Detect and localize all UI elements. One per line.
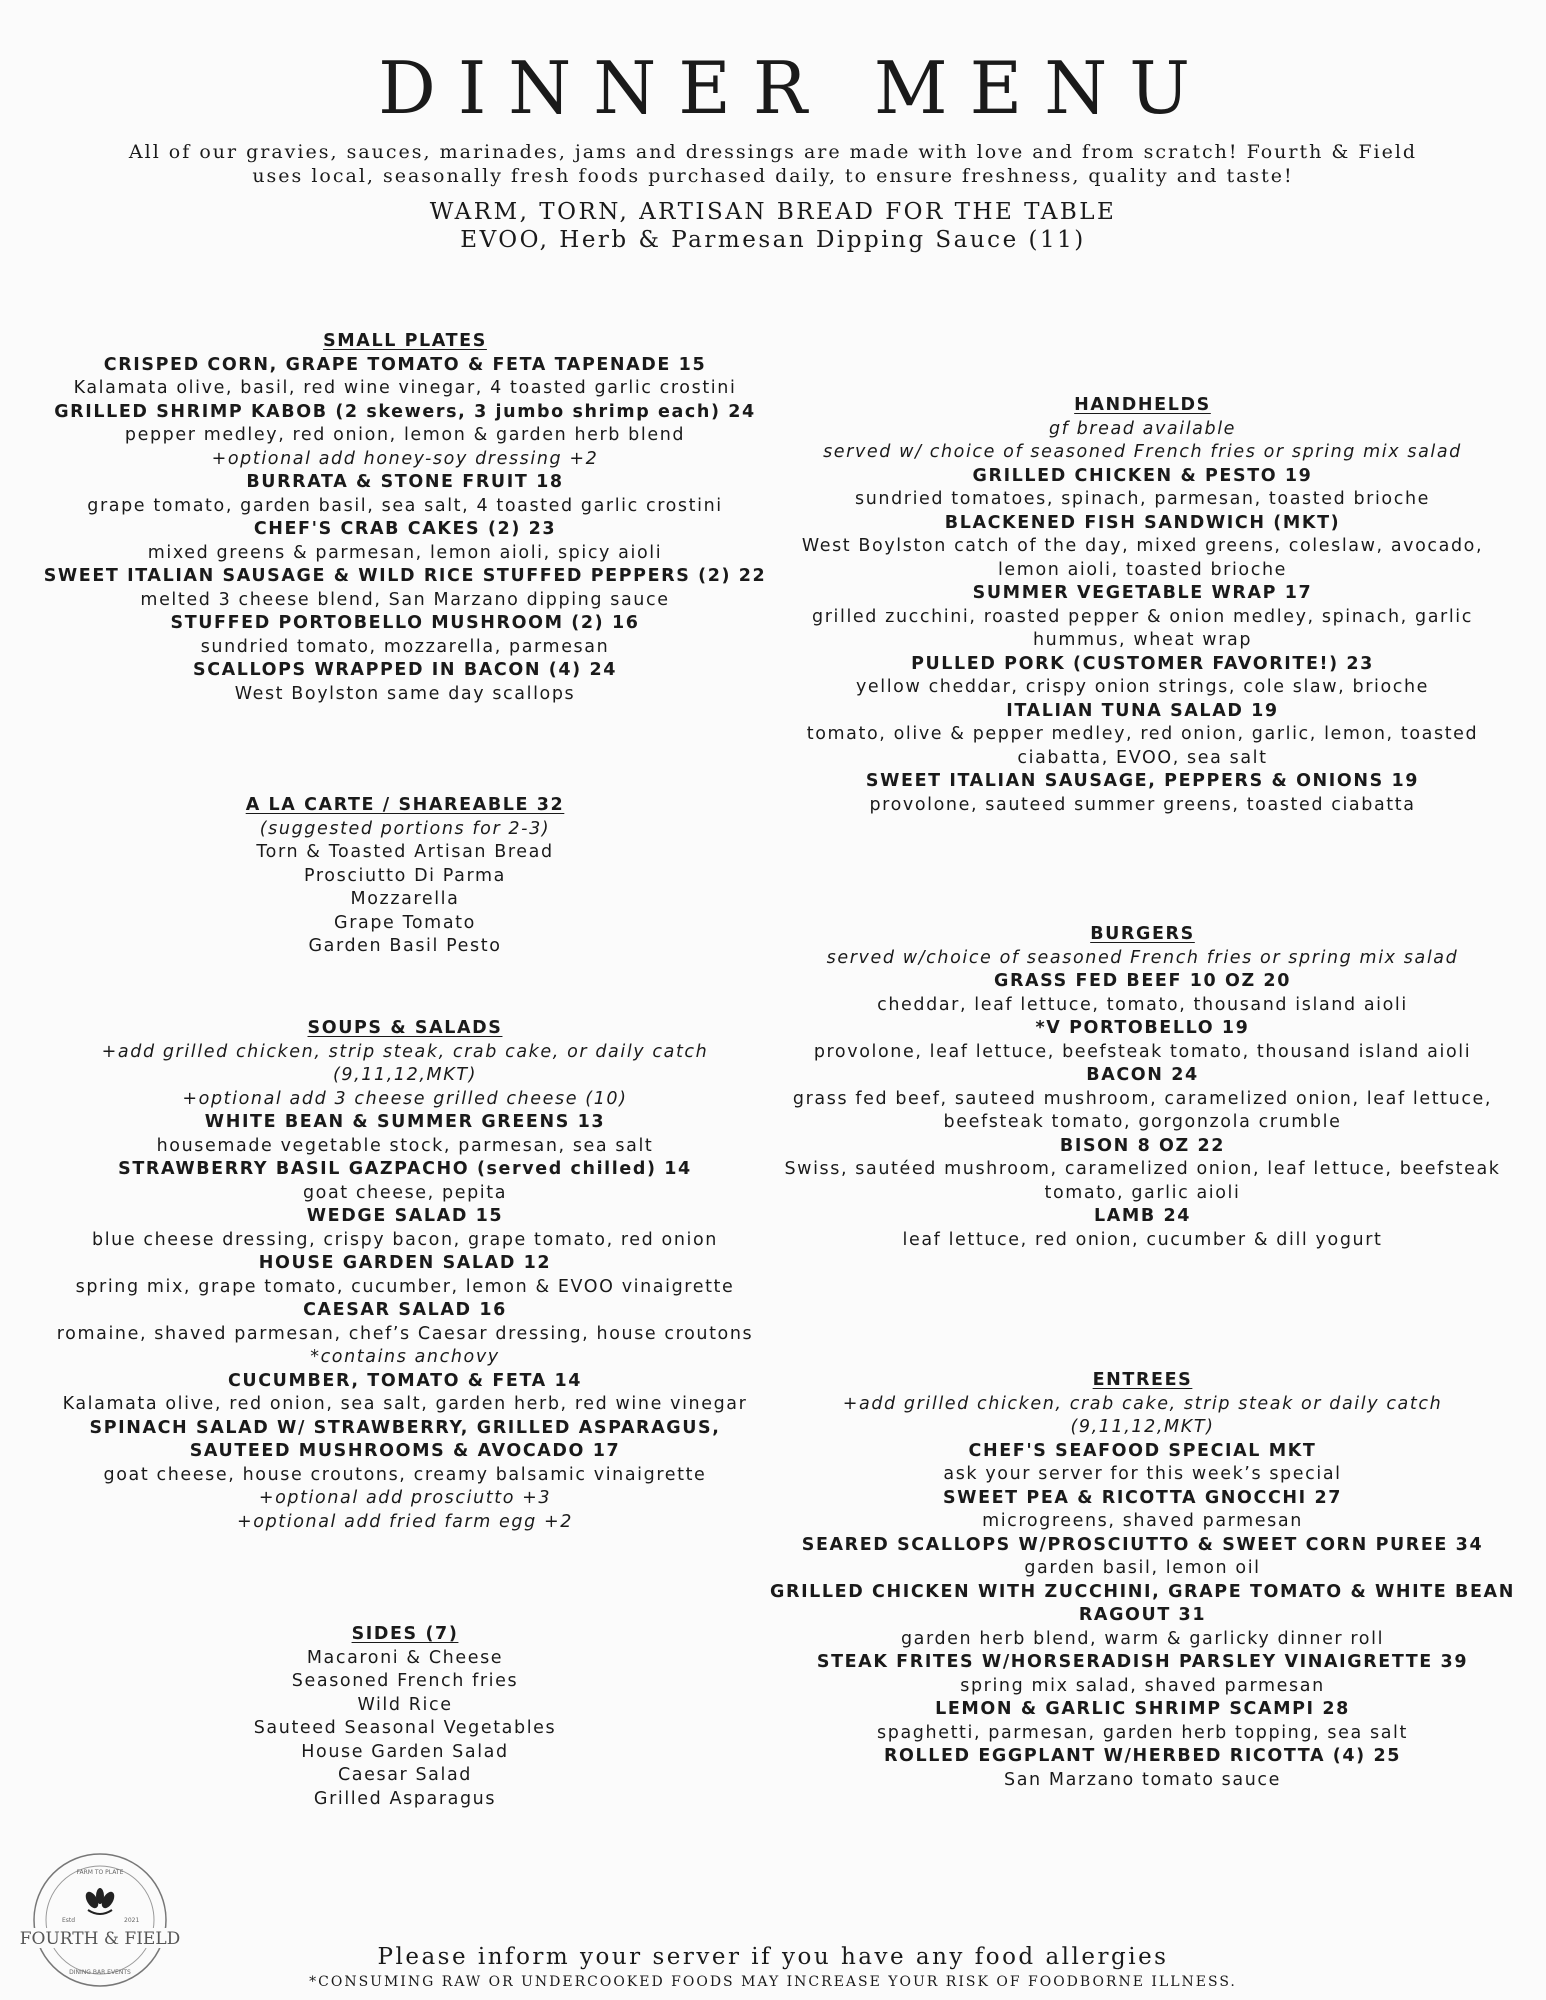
- menu-item-name: GRILLED CHICKEN WITH ZUCCHINI, GRAPE TOMATO & WHITE BEAN RAGOUT 31: [770, 1581, 1515, 1625]
- soups-salads-section: [40, 1017, 770, 1534]
- menu-item-name: HOUSE GARDEN SALAD 12: [258, 1253, 552, 1273]
- menu-item-description: sundried tomato, mozzarella, parmesan: [200, 636, 610, 657]
- menu-item-description: mixed greens & parmesan, lemon aioli, spicy aioli: [147, 542, 663, 563]
- menu-title: DINNER MENU: [378, 46, 1212, 130]
- menu-item-description: romaine, shaved parmesan, chef’s Caesar dressing, house croutons: [56, 1323, 754, 1344]
- a-la-carte-section: [40, 794, 770, 959]
- menu-item-description: cheddar, leaf lettuce, tomato, thousand island aioli: [877, 994, 1408, 1015]
- menu-item-name: GRILLED CHICKEN & PESTO 19: [972, 465, 1313, 486]
- menu-item-description: garden basil, lemon oil: [1024, 1558, 1261, 1578]
- menu-item-name: WEDGE SALAD 15: [306, 1206, 504, 1226]
- menu-item-description: West Boylston catch of the day, mixed greens, coleslaw, avocado, lemon aioli, toasted brioche: [801, 536, 1484, 580]
- menu-item-name: SUMMER VEGETABLE WRAP 17: [972, 583, 1313, 603]
- menu-item-description: San Marzano tomato sauce: [1004, 1769, 1281, 1790]
- menu-item-name: SWEET PEA & RICOTTA GNOCCHI 27: [942, 1487, 1343, 1508]
- menu-item-description: Seasoned French fries: [291, 1671, 519, 1691]
- section-heading: SIDES (7): [351, 1624, 459, 1644]
- menu-item-name: ITALIAN TUNA SALAD 19: [1006, 700, 1279, 721]
- menu-item-name: PULLED PORK (CUSTOMER FAVORITE!) 23: [911, 653, 1374, 674]
- intro-text: All of our gravies, sauces, marinades, jams and dressings are made with love and from scratch! Fourth & Field uses local, seasonally fresh foods purchased daily, to ensure freshness, quality and taste!: [128, 141, 1418, 187]
- section-heading: SMALL PLATES: [323, 331, 487, 351]
- menu-item-name: CHEF'S SEAFOOD SPECIAL MKT: [968, 1440, 1317, 1461]
- section-heading: SOUPS & SALADS: [307, 1018, 503, 1038]
- menu-item-description: microgreens, shaved parmesan: [982, 1511, 1303, 1531]
- section-heading: HANDHELDS: [1074, 395, 1211, 415]
- menu-item-name: GRASS FED BEEF 10 OZ 20: [994, 971, 1291, 991]
- allergy-notice: Please inform your server if you have any food allergies: [377, 1944, 1169, 1970]
- menu-item-name: CAESAR SALAD 16: [303, 1300, 507, 1320]
- menu-item-name: BLACKENED FISH SANDWICH (MKT): [944, 512, 1341, 533]
- foodborne-warning: *CONSUMING RAW OR UNDERCOOKED FOODS MAY INCREASE YOUR RISK OF FOODBORNE ILLNESS.: [309, 1974, 1237, 1990]
- menu-item-name: STRAWBERRY BASIL GAZPACHO (served chilled) 14: [118, 1159, 692, 1179]
- menu-note: (9,11,12,MKT): [332, 1065, 478, 1085]
- menu-item-description: Kalamata olive, basil, red wine vinegar, 4 toasted garlic crostini: [73, 378, 737, 398]
- logo-top-arc: FARM TO PLATE: [76, 1869, 124, 1876]
- menu-note: +optional add 3 cheese grilled cheese (10): [182, 1088, 628, 1109]
- menu-item-description: Caesar Salad: [337, 1765, 473, 1785]
- burgers-section: [770, 923, 1515, 1252]
- menu-item-description: West Boylston same day scallops: [234, 683, 576, 704]
- menu-item-description: Macaroni & Cheese: [306, 1647, 504, 1668]
- section-heading: ENTREES: [1092, 1370, 1193, 1390]
- menu-item-description: pepper medley, red onion, lemon & garden herb blend: [124, 425, 686, 445]
- menu-note: +optional add fried farm egg +2: [237, 1511, 573, 1532]
- menu-item-description: grilled zucchini, roasted pepper & onion medley, spinach, garlic hummus, wheat wrap: [812, 606, 1473, 650]
- logo-name: FOURTH & FIELD: [19, 1929, 181, 1949]
- menu-item-description: Swiss, sautéed mushroom, caramelized onion, leaf lettuce, beefsteak tomato, garlic aioli: [784, 1159, 1501, 1203]
- logo-est-left: Estd: [62, 1917, 76, 1924]
- menu-item-description: goat cheese, pepita: [302, 1182, 508, 1203]
- menu-item-name: SPINACH SALAD W/ STRAWBERRY, GRILLED ASPARAGUS, SAUTEED MUSHROOMS & AVOCADO 17: [89, 1417, 721, 1461]
- menu-item-name: CRISPED CORN, GRAPE TOMATO & FETA TAPENADE 15: [103, 354, 707, 375]
- menu-note: +add grilled chicken, crab cake, strip steak or daily catch: [842, 1393, 1443, 1414]
- menu-note: +optional add honey-soy dressing +2: [211, 448, 599, 469]
- menu-note: (9,11,12,MKT): [1070, 1417, 1215, 1437]
- menu-item-description: spring mix, grape tomato, cucumber, lemon & EVOO vinaigrette: [75, 1276, 735, 1297]
- menu-item-name: WHITE BEAN & SUMMER GREENS 13: [204, 1112, 606, 1132]
- menu-item-description: House Garden Salad: [301, 1741, 509, 1762]
- menu-item-description: Mozzarella: [350, 889, 460, 909]
- menu-note: +add grilled chicken, strip steak, crab cake, or daily catch: [101, 1041, 709, 1062]
- menu-item-description: spring mix salad, shaved parmesan: [960, 1675, 1325, 1696]
- menu-item-description: Garden Basil Pesto: [308, 936, 502, 956]
- menu-item-description: garden herb blend, warm & garlicky dinner roll: [900, 1628, 1385, 1649]
- menu-note: (suggested portions for 2-3): [259, 818, 551, 839]
- bread-block: [0, 198, 1546, 254]
- menu-item-description: spaghetti, parmesan, garden herb topping, sea salt: [877, 1722, 1408, 1743]
- menu-item-name: ROLLED EGGPLANT W/HERBED RICOTTA (4) 25: [883, 1746, 1402, 1766]
- menu-note: served w/choice of seasoned French fries or spring mix salad: [826, 947, 1459, 968]
- menu-item-description: Prosciutto Di Parma: [304, 865, 506, 886]
- menu-item-description: Kalamata olive, red onion, sea salt, garden herb, red wine vinegar: [62, 1394, 748, 1414]
- entrees-section: [770, 1369, 1515, 1792]
- small-plates-section: [40, 330, 770, 706]
- menu-item-name: BACON 24: [1086, 1065, 1199, 1085]
- menu-item-description: yellow cheddar, crispy onion strings, cole slaw, brioche: [855, 677, 1430, 697]
- menu-item-description: sundried tomatoes, spinach, parmesan, toasted brioche: [854, 489, 1430, 509]
- section-heading: A LA CARTE / SHAREABLE 32: [245, 795, 565, 815]
- menu-item-description: provolone, leaf lettuce, beefsteak tomato, thousand island aioli: [813, 1041, 1472, 1062]
- menu-item-name: CUCUMBER, TOMATO & FETA 14: [227, 1370, 583, 1391]
- menu-item-description: housemade vegetable stock, parmesan, sea salt: [156, 1135, 654, 1156]
- menu-item-description: blue cheese dressing, crispy bacon, grape tomato, red onion: [92, 1229, 718, 1250]
- section-heading: BURGERS: [1090, 924, 1195, 944]
- menu-note: gf bread available: [1048, 418, 1237, 439]
- menu-item-description: ask your server for this week’s special: [943, 1464, 1342, 1484]
- menu-item-description: provolone, sauteed summer greens, toasted ciabatta: [869, 794, 1416, 815]
- menu-item-description: Grape Tomato: [334, 912, 476, 933]
- menu-item-name: SEARED SCALLOPS W/PROSCIUTTO & SWEET CORN PUREE 34: [801, 1534, 1484, 1555]
- menu-item-description: Sauteed Seasonal Vegetables: [253, 1718, 557, 1738]
- menu-item-name: CHEF'S CRAB CAKES (2) 23: [253, 519, 557, 539]
- leaf-icon: [83, 1888, 117, 1914]
- menu-item-name: SWEET ITALIAN SAUSAGE & WILD RICE STUFFED PEPPERS (2) 22: [43, 566, 767, 586]
- menu-note: *contains anchovy: [310, 1347, 500, 1367]
- menu-item-description: Grilled Asparagus: [313, 1788, 497, 1809]
- bread-line-1: WARM, TORN, ARTISAN BREAD FOR THE TABLE: [429, 199, 1117, 225]
- logo-bottom-arc: DINING BAR EVENTS: [69, 1969, 131, 1976]
- menu-item-name: SCALLOPS WRAPPED IN BACON (4) 24: [192, 660, 618, 680]
- sides-section: [40, 1623, 770, 1811]
- menu-item-description: Torn & Toasted Artisan Bread: [256, 842, 554, 862]
- handhelds-section: [770, 394, 1515, 817]
- menu-item-name: STUFFED PORTOBELLO MUSHROOM (2) 16: [170, 613, 640, 633]
- menu-note: served w/ choice of seasoned French fries or spring mix salad: [823, 442, 1462, 462]
- menu-item-name: GRILLED SHRIMP KABOB (2 skewers, 3 jumbo shrimp each) 24: [54, 401, 756, 422]
- menu-item-name: *V PORTOBELLO 19: [1035, 1018, 1250, 1038]
- menu-item-description: Wild Rice: [357, 1694, 453, 1715]
- menu-item-name: SWEET ITALIAN SAUSAGE, PEPPERS & ONIONS 19: [865, 771, 1420, 791]
- logo-est-right: 2021: [124, 1917, 140, 1924]
- menu-item-name: BURRATA & STONE FRUIT 18: [246, 472, 564, 492]
- menu-item-description: tomato, olive & pepper medley, red onion, garlic, lemon, toasted ciabatta, EVOO, sea salt: [806, 724, 1479, 768]
- menu-item-name: LAMB 24: [1093, 1206, 1192, 1226]
- menu-item-name: BISON 8 OZ 22: [1059, 1135, 1226, 1156]
- menu-item-description: leaf lettuce, red onion, cucumber & dill yogurt: [902, 1229, 1383, 1250]
- menu-item-name: LEMON & GARLIC SHRIMP SCAMPI 28: [935, 1699, 1350, 1719]
- menu-note: +optional add prosciutto +3: [258, 1488, 552, 1508]
- menu-item-description: grape tomato, garden basil, sea salt, 4 toasted garlic crostini: [87, 495, 723, 516]
- menu-item-description: goat cheese, house croutons, creamy balsamic vinaigrette: [103, 1464, 707, 1485]
- menu-item-description: grass fed beef, sauteed mushroom, caramelized onion, leaf lettuce, beefsteak tomato, gorgonzola crumble: [792, 1088, 1493, 1132]
- bread-line-2: EVOO, Herb & Parmesan Dipping Sauce (11): [460, 227, 1086, 253]
- menu-item-description: melted 3 cheese blend, San Marzano dipping sauce: [140, 589, 670, 610]
- menu-item-name: STEAK FRITES W/HORSERADISH PARSLEY VINAIGRETTE 39: [816, 1652, 1469, 1672]
